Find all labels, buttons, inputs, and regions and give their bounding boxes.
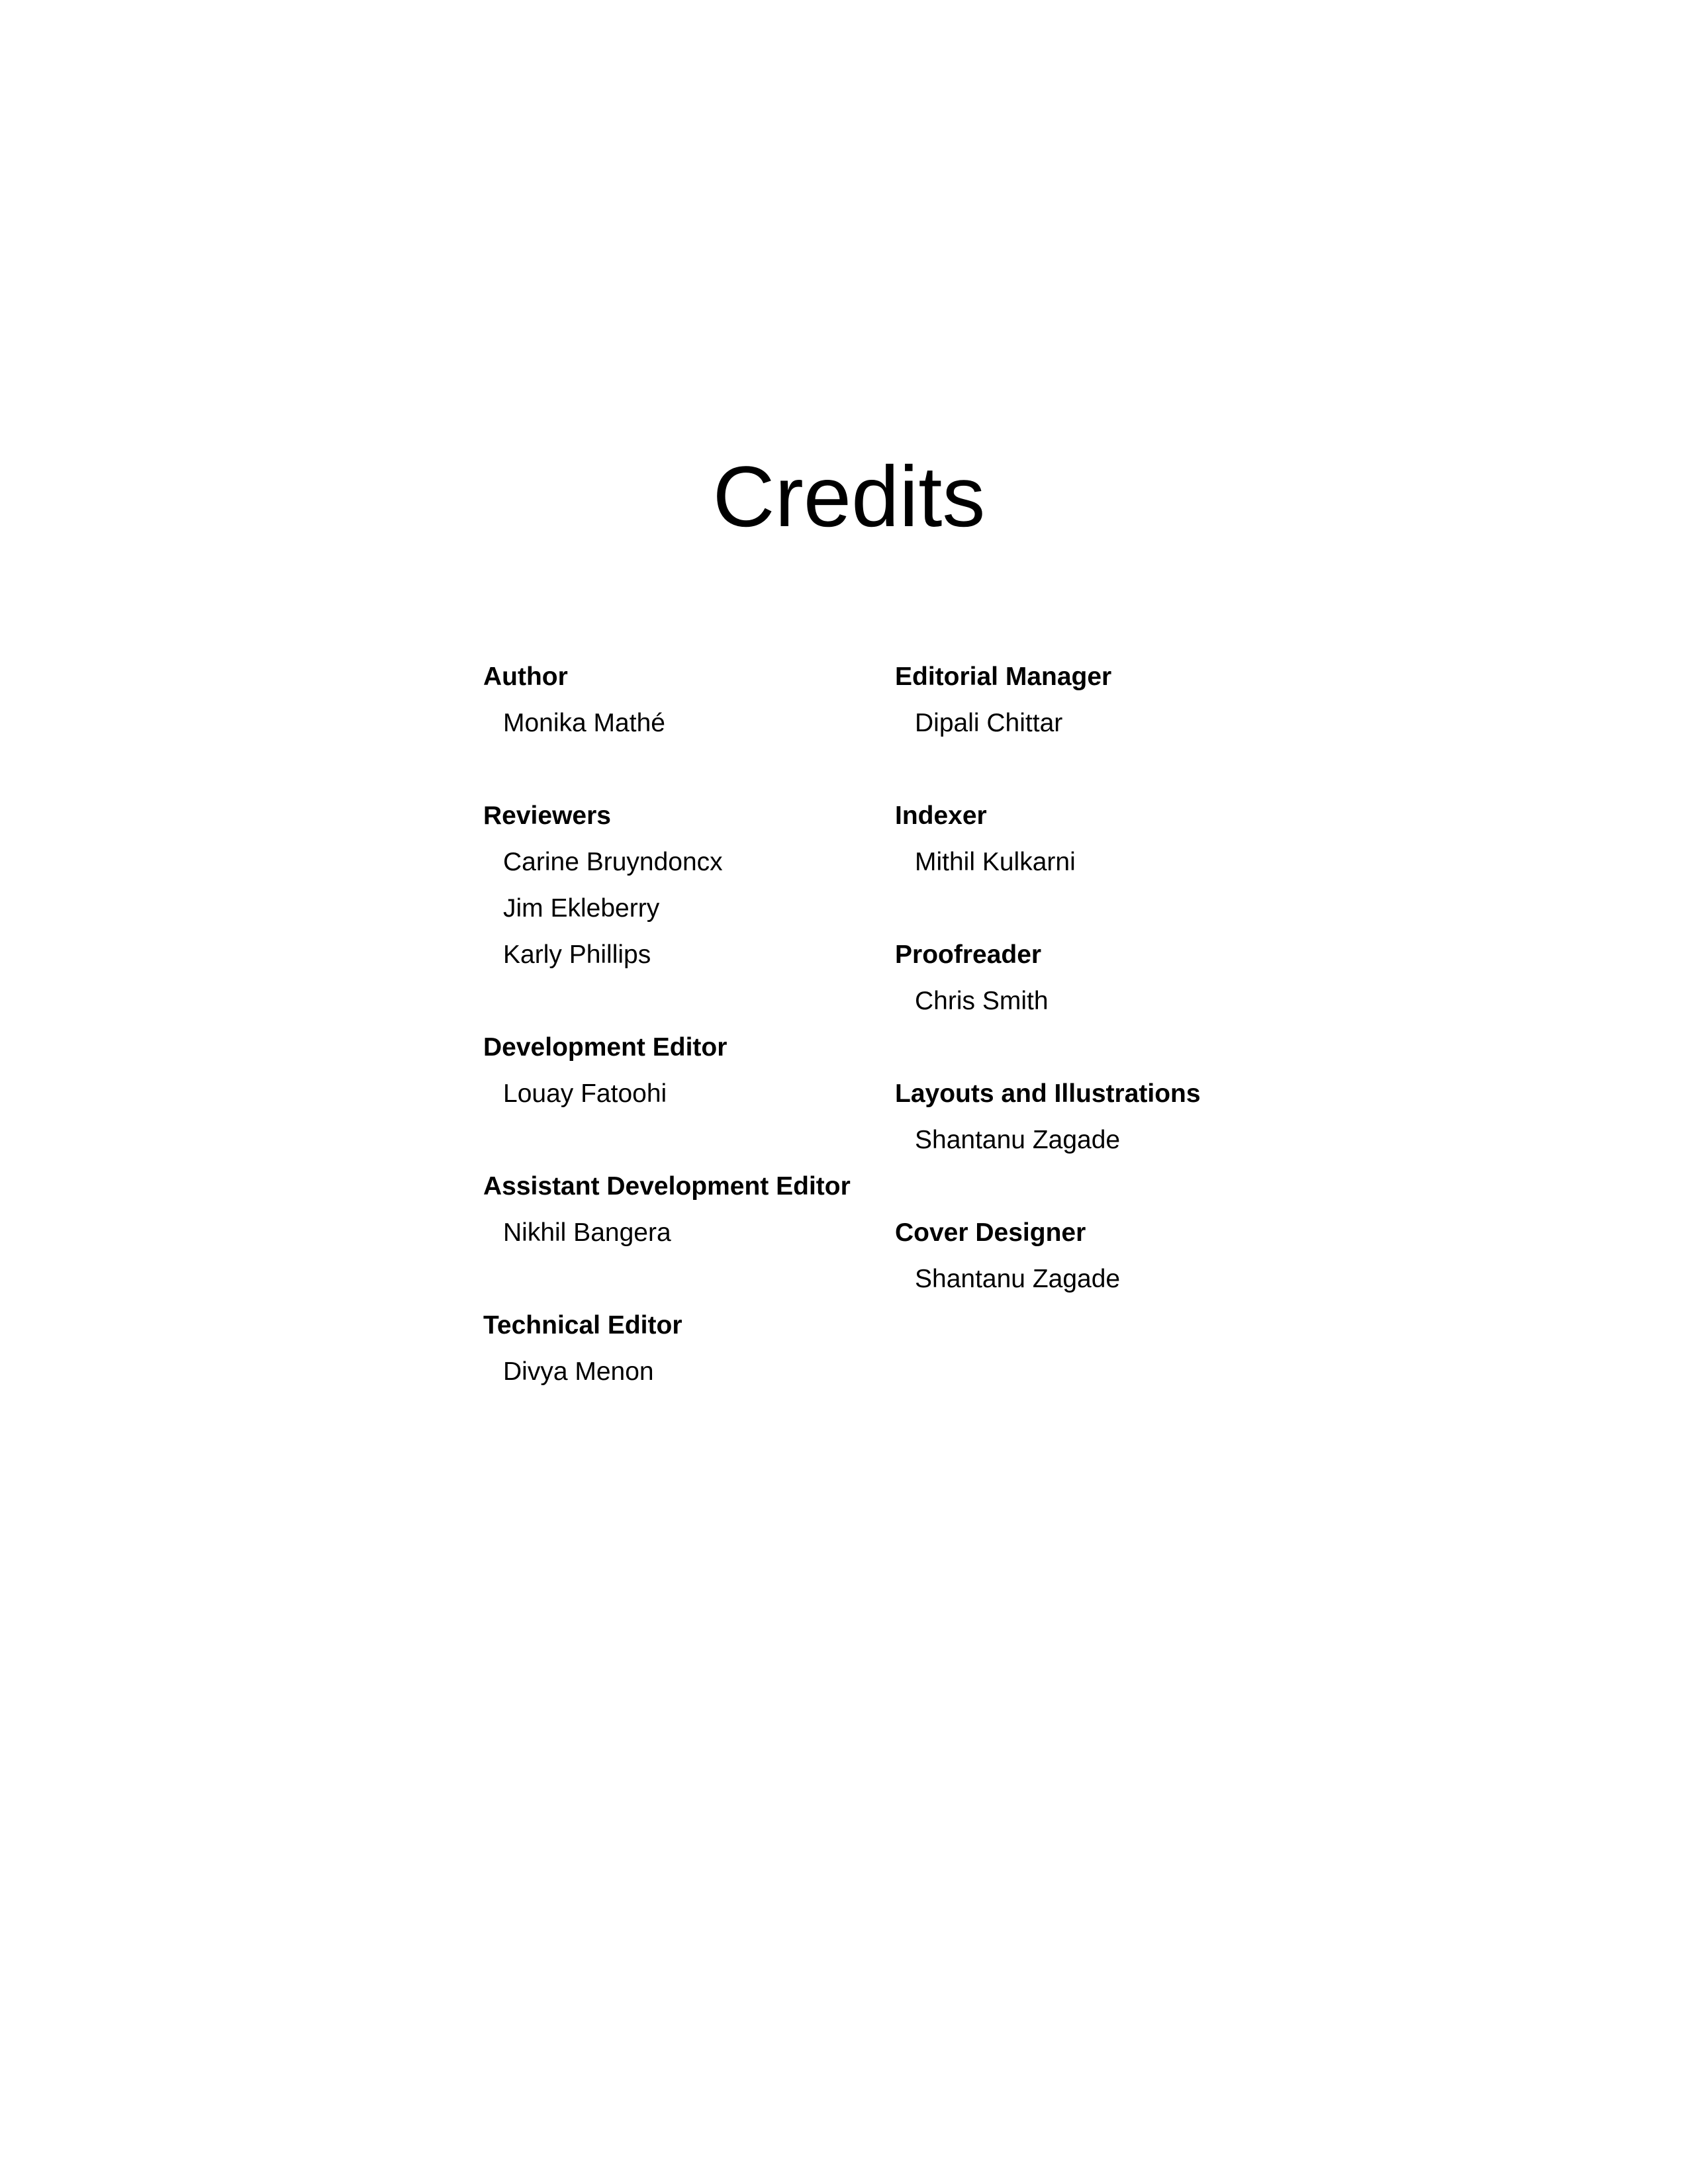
credits-column-right xyxy=(895,654,1319,1349)
credit-group-reviewers xyxy=(483,793,907,978)
person-name: Shantanu Zagade xyxy=(915,1126,1121,1154)
credit-group-technical-editor xyxy=(483,1302,907,1395)
role-heading: Reviewers xyxy=(483,801,611,830)
role-heading: Assistant Development Editor xyxy=(483,1172,851,1201)
role-heading: Editorial Manager xyxy=(895,662,1112,691)
person-name: Chris Smith xyxy=(915,987,1049,1015)
person-name: Monika Mathé xyxy=(503,709,665,737)
credit-group-cover-designer xyxy=(895,1210,1319,1302)
role-heading: Proofreader xyxy=(895,940,1042,969)
role-heading: Layouts and Illustrations xyxy=(895,1079,1201,1108)
credits-column-left xyxy=(483,654,907,1441)
person-name: Karly Phillips xyxy=(503,940,651,969)
person-name: Shantanu Zagade xyxy=(915,1265,1121,1293)
role-heading: Indexer xyxy=(895,801,987,830)
credit-group-layouts-and-illustrations xyxy=(895,1071,1319,1163)
person-name: Carine Bruyndoncx xyxy=(503,848,723,876)
person-name: Dipali Chittar xyxy=(915,709,1063,737)
person-name: Nikhil Bangera xyxy=(503,1218,671,1247)
credit-group-indexer xyxy=(895,793,1319,886)
person-name: Louay Fatoohi xyxy=(503,1079,667,1108)
credit-group-assistant-development-editor xyxy=(483,1163,907,1256)
person-name: Mithil Kulkarni xyxy=(915,848,1076,876)
page-title: Credits xyxy=(712,448,986,545)
credit-group-development-editor xyxy=(483,1024,907,1117)
credit-group-proofreader xyxy=(895,932,1319,1024)
person-name: Jim Ekleberry xyxy=(503,894,660,923)
role-heading: Technical Editor xyxy=(483,1311,682,1340)
role-heading: Development Editor xyxy=(483,1033,727,1062)
role-heading: Cover Designer xyxy=(895,1218,1086,1247)
role-heading: Author xyxy=(483,662,568,691)
person-name: Divya Menon xyxy=(503,1357,654,1386)
credit-group-editorial-manager xyxy=(895,654,1319,747)
credit-group-author xyxy=(483,654,907,747)
